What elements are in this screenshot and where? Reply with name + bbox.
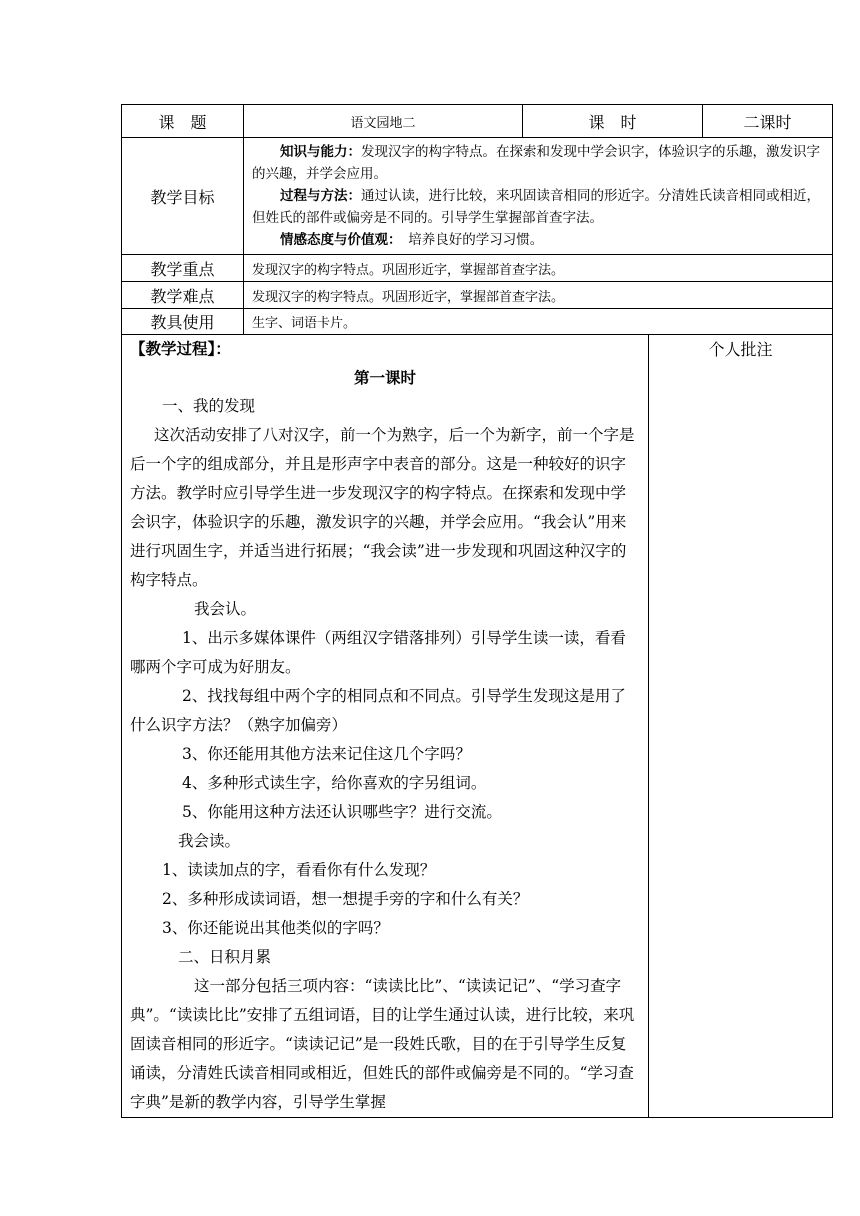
- process-paragraph: 5、你能用这种方法还认识哪些字？进行交流。: [182, 803, 502, 821]
- teaching-process: [122, 335, 649, 1118]
- goal-item: 过程与方法：通过认读，进行比较，来巩固读音相同的形近字。分清姓氏读音相同或相近，但姓氏的部件或偏旁是不同的。引导学生掌握部首查字法。: [252, 188, 820, 226]
- process-heading: 【教学过程】：: [130, 339, 231, 358]
- process-paragraph: 1、出示多媒体课件（两组汉字错落排列）引导学生读一读，看看哪两个字可成为好朋友。: [130, 629, 626, 676]
- personal-notes: 个人批注: [649, 335, 833, 1118]
- key-points-row: [122, 255, 833, 282]
- key-points-value: 发现汉字的构字特点。巩固形近字，掌握部首查字法。: [244, 255, 833, 282]
- process-paragraph: 2、找找每组中两个字的相同点和不同点。引导学生发现这是用了什么识字方法？（熟字加偏旁）: [130, 687, 626, 734]
- process-paragraph: 二、日积月累: [178, 948, 272, 966]
- process-paragraph: 3、你还能用其他方法来记住这几个字吗？: [182, 745, 471, 763]
- tools-label: 教具使用: [122, 309, 244, 335]
- tools-value: 生字、词语卡片。: [244, 309, 833, 335]
- difficult-points-value: 发现汉字的构字特点。巩固形近字，掌握部首查字法。: [244, 282, 833, 309]
- goals-content: [244, 138, 833, 255]
- goal-item: 知识与能力：发现汉字的构字特点。在探索和发现中学会识字，体验识字的乐趣，激发识字的兴趣，并学会应用。: [252, 144, 820, 182]
- goals-label: 教学目标: [122, 138, 244, 255]
- key-points-label: 教学重点: [122, 255, 244, 282]
- process-paragraph: 一、我的发现: [162, 397, 256, 415]
- process-paragraph: 我会读。: [178, 832, 241, 850]
- process-row: [122, 335, 833, 1118]
- period-label: 课 时: [523, 105, 703, 138]
- lesson-plan-table: [121, 104, 833, 1118]
- goals-row: [122, 138, 833, 255]
- header-row: [122, 105, 833, 138]
- process-paragraph: 2、多种形成读词语，想一想提手旁的字和什么有关？: [162, 890, 529, 908]
- process-lines: [130, 392, 640, 1117]
- process-paragraph: 1、读读加点的字，看看你有什么发现？: [162, 861, 436, 879]
- process-paragraph: 4、多种形式读生字，给你喜欢的字另组词。: [182, 774, 487, 792]
- process-paragraph: 我会认。: [194, 600, 257, 618]
- tools-row: [122, 309, 833, 335]
- goal-item: 情感态度与价值观： 培养良好的学习习惯。: [280, 232, 544, 248]
- process-paragraph: 3、你还能说出其他类似的字吗？: [162, 919, 389, 937]
- topic-value: 语文园地二: [244, 105, 523, 138]
- process-paragraph: 这次活动安排了八对汉字，前一个为熟字，后一个为新字，前一个字是后一个字的组成部分，并且是形声字中表音的部分。这是一种较好的识字方法。教学时应引导学生进一步发现汉字的构字特点。在探索和发现中学会识字，体验识字的乐趣，激发识字的兴趣，并学会应用。“我会认”用来进行巩固生字，并适当进行拓展；“我会读”进一步发现和巩固这种汉字的构字特点。: [130, 426, 635, 589]
- topic-label: 课 题: [122, 105, 244, 138]
- period-title: 第一课时: [353, 368, 416, 387]
- difficult-points-row: [122, 282, 833, 309]
- period-value: 二课时: [703, 105, 833, 138]
- difficult-points-label: 教学难点: [122, 282, 244, 309]
- process-paragraph: 这一部分包括三项内容：“读读比比”、“读读记记”、“学习查字典”。“读读比比”安排了五组词语，目的让学生通过认读，进行比较，来巩固读音相同的形近字。“读读记记”是一段姓氏歌，目的在于引导学生反复诵读，分清姓氏读音相同或相近，但姓氏的部件或偏旁是不同的。“学习查字典”是新的教学内容，引导学生掌握: [130, 977, 635, 1111]
